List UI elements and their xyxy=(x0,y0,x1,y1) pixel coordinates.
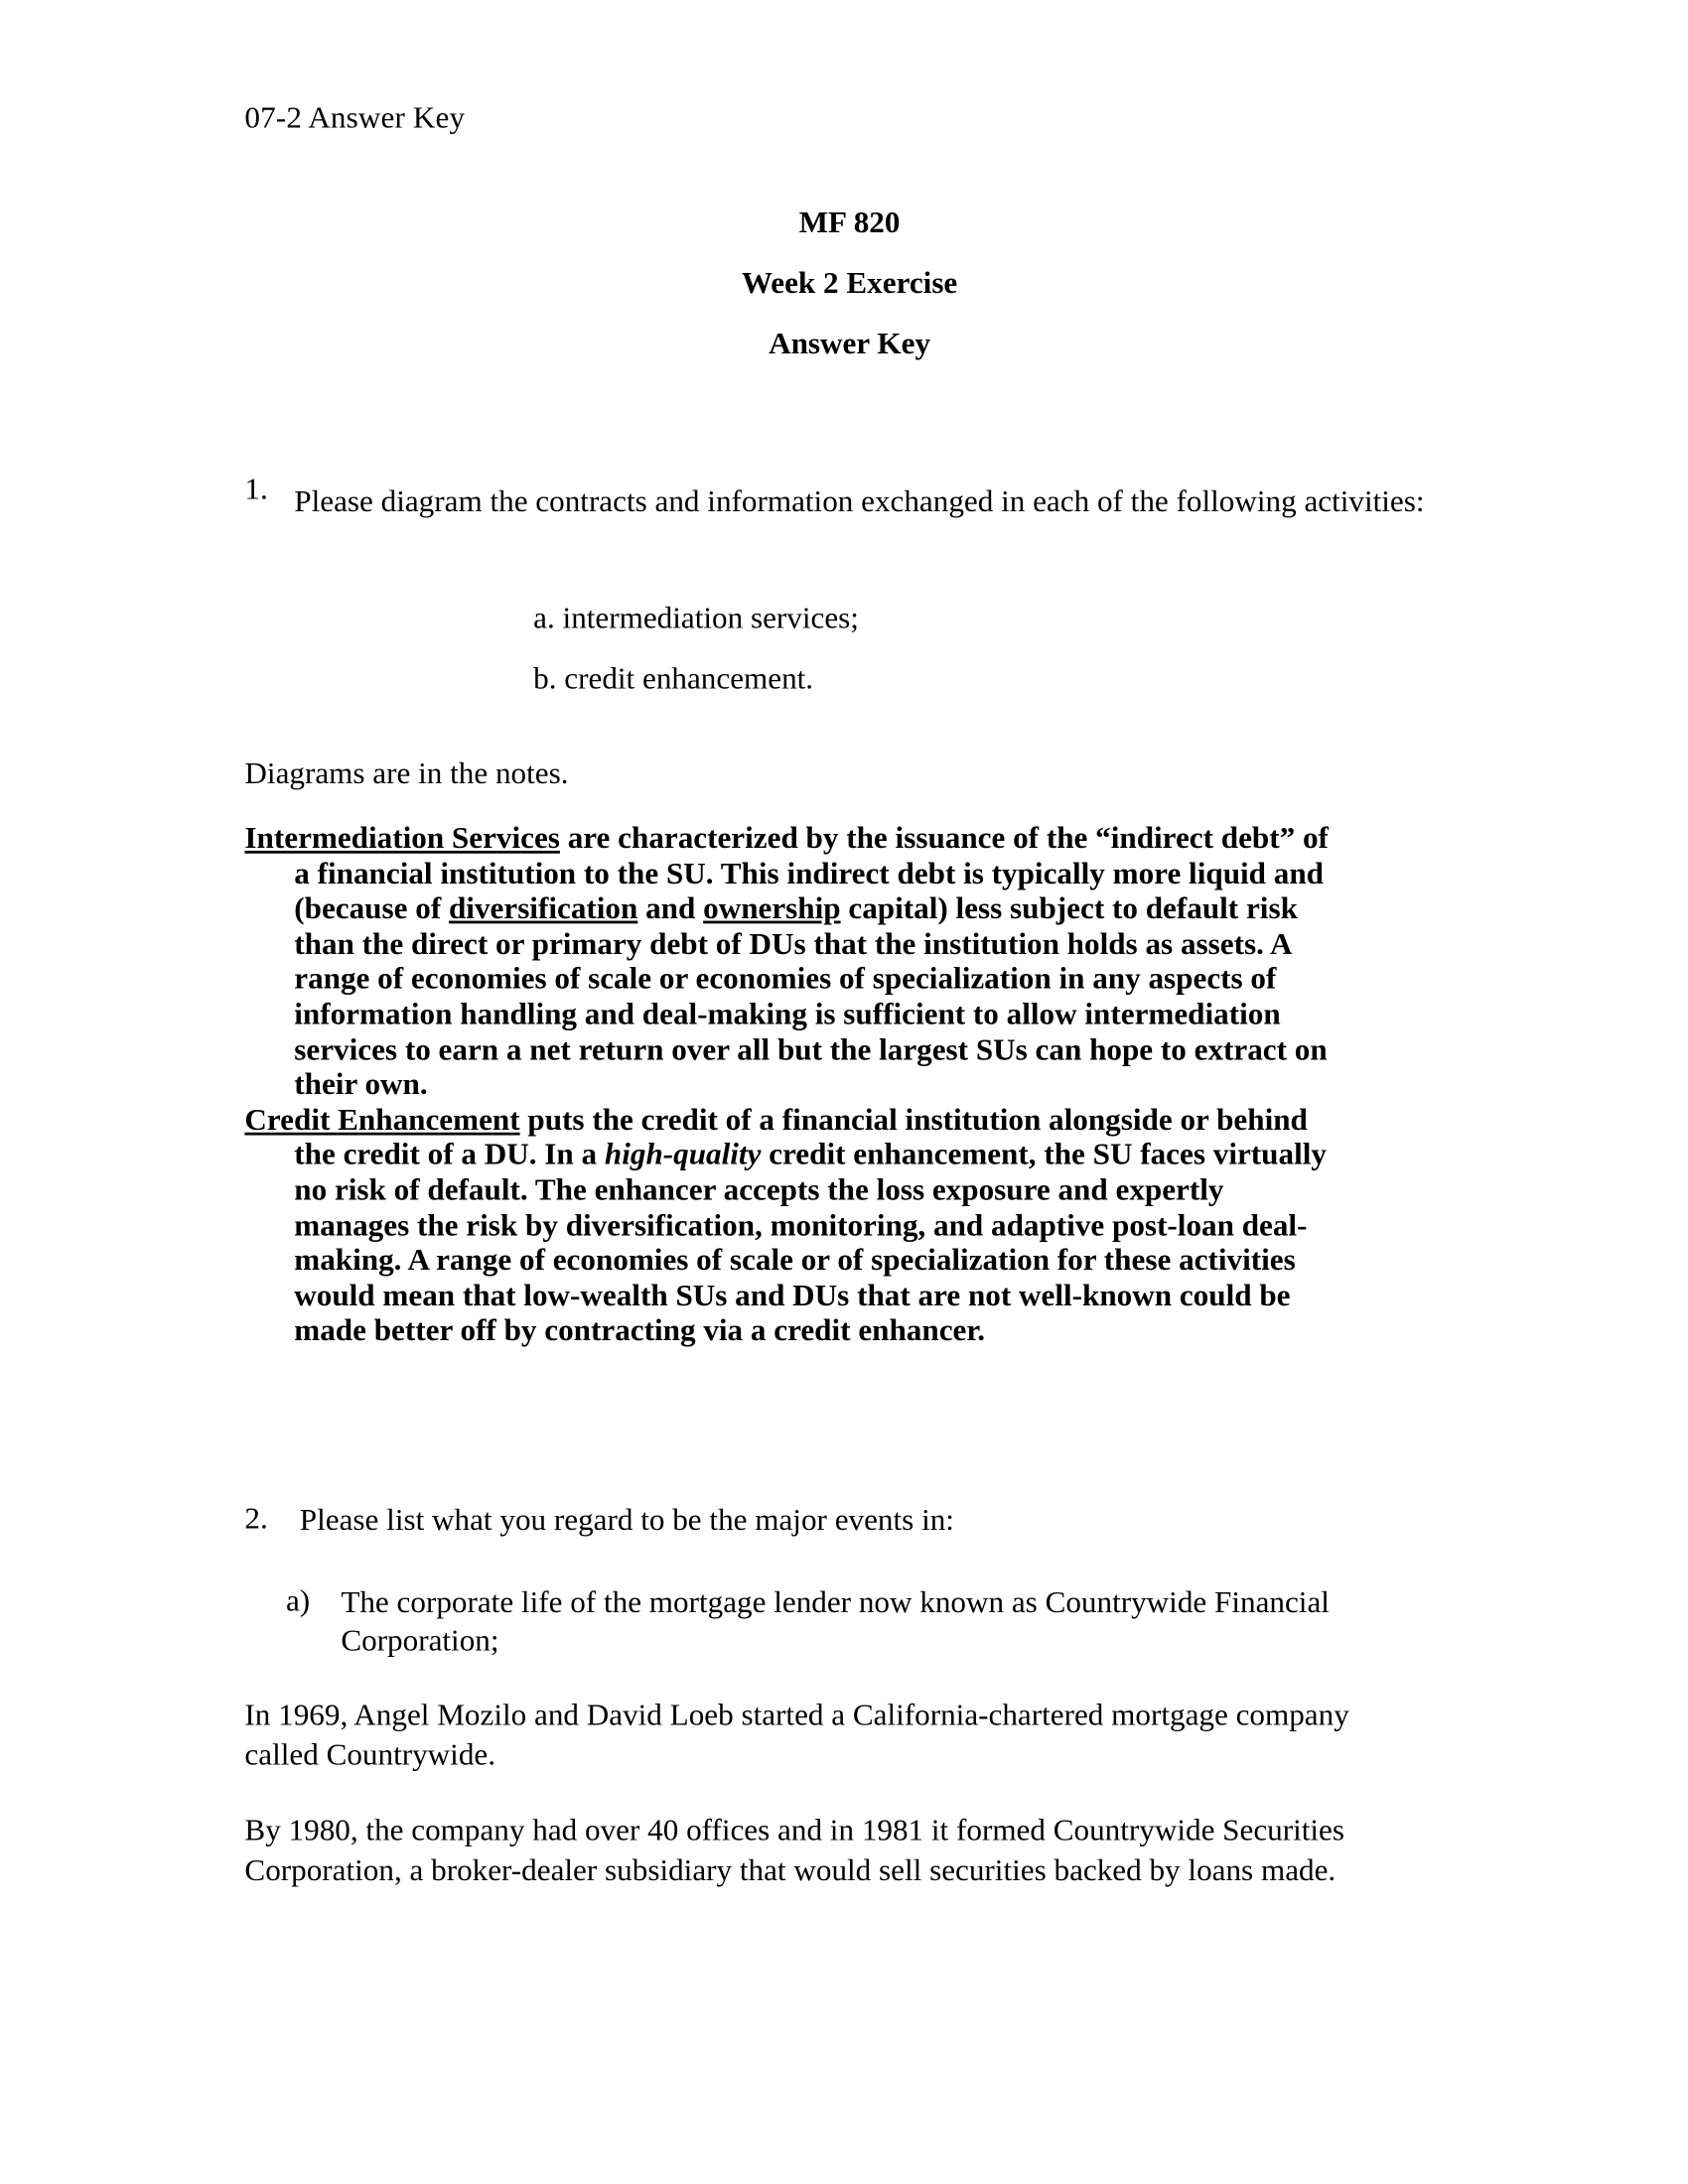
intermediation-services-paragraph xyxy=(244,820,1331,1101)
question-2-text: Please list what you regard to be the major events in: xyxy=(299,1502,954,1537)
document-subtitle: Answer Key xyxy=(769,326,931,360)
intermediation-text-3: capital) less subject to default risk than the direct or primary debt of DUs that the institution holds as assets. A range of economies of scale or economies of specialization in any aspects of information handling and deal-making is sufficient to allow intermediation services to earn a net return over all but the largest SUs can hope to extract on their own. xyxy=(294,890,1328,1102)
question-2 xyxy=(244,1501,1429,1538)
document-header-label: 07-2 Answer Key xyxy=(244,100,466,135)
countrywide-founding-line-1: In 1969, Angel Mozilo and David Loeb started a California-chartered mortgage company xyxy=(244,1697,1349,1732)
credit-enhancement-text-1: puts the credit of a financial institution alongside or behind the credit of a DU. In a xyxy=(294,1101,1308,1171)
assignment-title: Week 2 Exercise xyxy=(741,265,958,300)
credit-enhancement-paragraph xyxy=(244,1102,1331,1348)
credit-enhancement-lead: Credit Enhancement xyxy=(244,1101,520,1137)
question-1 xyxy=(244,472,1429,532)
countrywide-growth-line-1: By 1980, the company had over 40 offices and in 1981 it formed Countrywide Securities xyxy=(244,1813,1345,1847)
countrywide-growth-line-2: Corporation, a broker-dealer subsidiary that would sell securities backed by loans made. xyxy=(244,1851,1336,1887)
title-block xyxy=(244,193,1454,374)
diversification-underlined: diversification xyxy=(448,890,638,925)
answer-1-block xyxy=(244,820,1331,1347)
intermediation-services-lead: Intermediation Services xyxy=(244,820,560,856)
question-2-subitem-a-text: The corporate life of the mortgage lender now known as Countrywide Financial Corporation; xyxy=(341,1584,1330,1657)
countrywide-founding-paragraph xyxy=(244,1696,1416,1774)
question-1-subitem-a: a. intermediation services; xyxy=(533,600,859,635)
credit-enhancement-text-2: credit enhancement, the SU faces virtually no risk of default. The enhancer accepts the loss exposure and expertly manages the risk by diversification, monitoring, and adaptive post-loan deal-making. A range of economies of scale or of specialization for these activities would mean that low-wealth SUs and DUs that are not well-known could be made better off by contracting via a credit enhancer. xyxy=(294,1137,1327,1348)
question-1-subitem-b: b. credit enhancement. xyxy=(533,660,814,696)
question-1-subitems xyxy=(533,589,859,710)
question-1-text: Please diagram the contracts and information exchanged in each of the following activities: xyxy=(294,483,1425,518)
countrywide-founding-line-2: called Countrywide. xyxy=(244,1736,496,1771)
question-2-subitem-a xyxy=(286,1583,1410,1659)
ownership-underlined: ownership xyxy=(703,890,841,925)
high-quality-italic: high-quality xyxy=(604,1137,762,1171)
diagrams-note: Diagrams are in the notes. xyxy=(244,755,569,791)
intermediation-text-1: are characterized by the issuance of the “indirect debt” of a financial institution to the SU. This indirect debt is typically more liquid and (because of xyxy=(294,820,1329,925)
countrywide-growth-paragraph xyxy=(244,1812,1416,1890)
course-code: MF 820 xyxy=(798,205,901,239)
question-2-subitem-a-label: a) xyxy=(285,1582,311,1618)
question-2-number: 2. xyxy=(244,1500,268,1536)
intermediation-text-2: and xyxy=(637,890,704,925)
question-1-number: 1. xyxy=(244,471,268,506)
